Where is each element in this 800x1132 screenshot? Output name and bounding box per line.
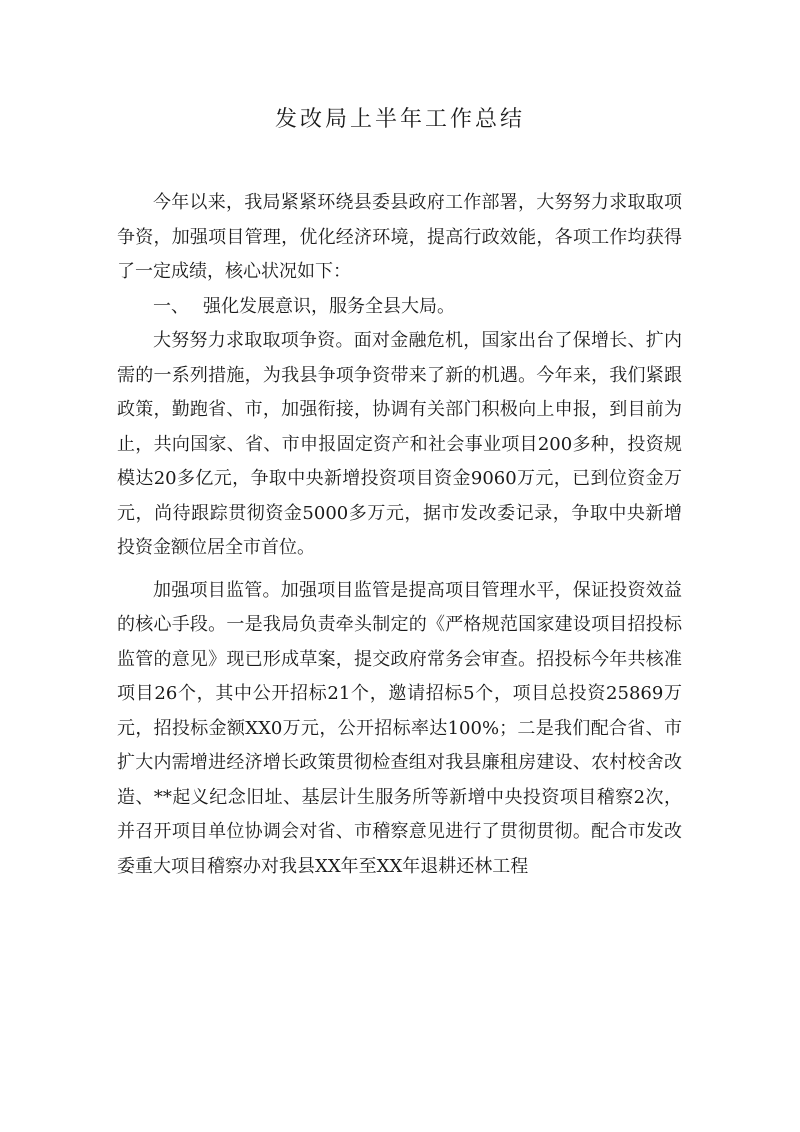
section-title: 强化发展意识，服务全县大局。	[203, 295, 455, 317]
paragraph-project-supervision: 加强项目监管。加强项目监管是提高项目管理水平，保证投资效益的核心手段。一是我局负责牵头制定的《严格规范国家建设项目招投标监管的意见》现已形成草案，提交政府常务会审查。招投标今年共核准项目26个，其中公开招标21个，邀请招标5个，项目总投资25869万元，招投标金额XX0万元，公开招标率达100%；二是我们配合省、市扩大内需增进经济增长政策贯彻检查组对我县廉租房建设、农村校舍改造、**起义纪念旧址、基层计生服务所等新增中央投资项目稽察2次，并召开项目单位协调会对省、市稽察意见进行了贯彻贯彻。配合市发改委重大项目稽察办对我县XX年至XX年退耕还林工程	[117, 579, 682, 877]
section-heading	[117, 290, 682, 325]
section-number: 一、	[153, 295, 189, 317]
document-title: 发改局上半年工作总结	[274, 107, 525, 132]
document-body	[117, 186, 682, 884]
paragraph-project-funding: 大努努力求取取项争资。面对金融危机，国家出台了保增长、扩内需的一系列措施，为我县争项争资带来了新的机遇。今年来，我们紧跟政策，勤跑省、市，加强衔接，协调有关部门积极向上申报，到目前为止，共向国家、省、市申报固定资产和社会事业项目200多种，投资规模达20多亿元，争取中央新增投资项目资金9060万元，已到位资金万元，尚待跟踪贯彻资金5000多万元，据市发改委记录，争取中央新增投资金额位居全市首位。	[117, 330, 682, 558]
intro-paragraph: 今年以来，我局紧紧环绕县委县政府工作部署，大努努力求取取项争资，加强项目管理，优化经济环境，提高行政效能，各项工作均获得了一定成绩，核心状况如下：	[117, 192, 682, 282]
